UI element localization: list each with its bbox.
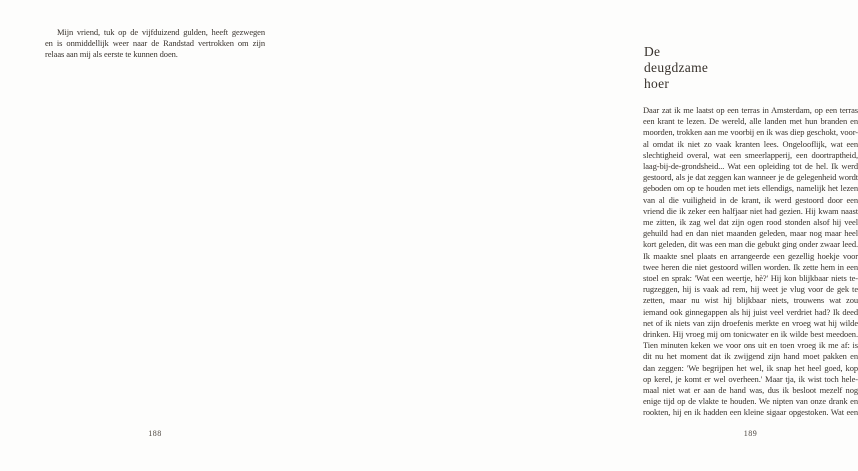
text-line: op kerel, je komt er wel overheen.' Maar tja, ik wist toch hele- [643,373,858,384]
text-line: laag-bij-de-grondsheid... Wat een opleiding tot de hel. Ik werd [643,161,858,172]
text-line: maal niet wat er aan de hand was, dus ik besloot mezelf nog [643,385,858,396]
text-line: zetten, maar nu wist hij blijkbaar niets, trouwens wat zou [643,295,858,306]
text-line: rookten, hij en ik hadden een kleine sigaar opgestoken. Wat een [643,407,858,418]
text-line: van al die vuiligheid in de krant, ik werd gestoord door een [643,194,858,205]
text-line: dit nu het moment dat ik zwijgend zijn hand moet pakken en [643,351,858,362]
text-line: Ik maakte snel plaats en arrangeerde een gezellig hoekje voor [643,250,858,261]
text-line: net of ik niets van zijn droefenis merkte en vroeg wat hij wilde [643,317,858,328]
right-page-number: 189 [743,429,758,438]
text-line: dan zeggen: 'We begrijpen het wel, ik snap het heel goed, kop [643,362,858,373]
text-line: en is onmiddellijk weer naar de Randstad vertrokken om zijn [45,38,265,49]
text-line: slechtigheid overal, wat een smeerlapperij, een doortraptheid, [643,149,858,160]
right-page-body [643,105,858,419]
text-line: geboden om op te houden met iets ellendigs, namelijk het lezen [643,183,858,194]
right-page [300,0,858,471]
text-line: twee heren die niet gestoord willen worden. Ik zette hem in een [643,261,858,272]
text-line: enige tijd op de vlakte te houden. We nipten van onze drank en [643,396,858,407]
text-line: Mijn vriend, tuk op de vijfduizend gulden, heeft gezwegen [57,27,265,37]
text-line: Daar zat ik me laatst op een terras in Amsterdam, op een terras [643,105,858,115]
text-line: drinken. Hij vroeg mij om tonicwater en ik wilde best meedoen. [643,329,858,340]
text-line: iemand ook ginnegappen als hij juist veel verdriet had? Ik deed [643,306,858,317]
text-line: Tien minuten keken we voor ons uit en toen vroeg ik me af: is [643,340,858,351]
text-line: gestoord, als je dat zeggen kan wanneer je de gelegenheid wordt [643,172,858,183]
left-page-number: 188 [148,429,162,438]
chapter-title: De deugdzame hoer [644,44,709,91]
text-line: stoel en sprak: 'Wat een weertje, hè?' Hij kon blijkbaar niets te- [643,273,858,284]
text-line: gehuild had en dan niet maanden geleden, maar nog maar heel [643,228,858,239]
text-line: kort geleden, dit was een man die gebukt ging onder zwaar leed. [643,239,858,250]
text-line: moorden, trokken aan me voorbij en ik was diep geschokt, voor- [643,127,858,138]
text-line: vriend die ik zeker een halfjaar niet had gezien. Hij kwam naast [643,205,858,216]
left-page-paragraph [45,27,265,61]
left-page [0,0,300,471]
text-line: al omdat ik niet zo vaak kranten lees. Ongelooflijk, wat een [643,138,858,149]
text-line: relaas aan mij als eerste te kunnen doen. [45,49,178,60]
text-line: me zitten, ik zag wel dat zijn ogen rood stonden alsof hij veel [643,217,858,228]
text-line: een krant te lezen. De wereld, alle landen met hun branden en [643,116,858,127]
text-line: rugzeggen, hij is vaak ad rem, hij weet je vlug voor de gek te [643,284,858,295]
